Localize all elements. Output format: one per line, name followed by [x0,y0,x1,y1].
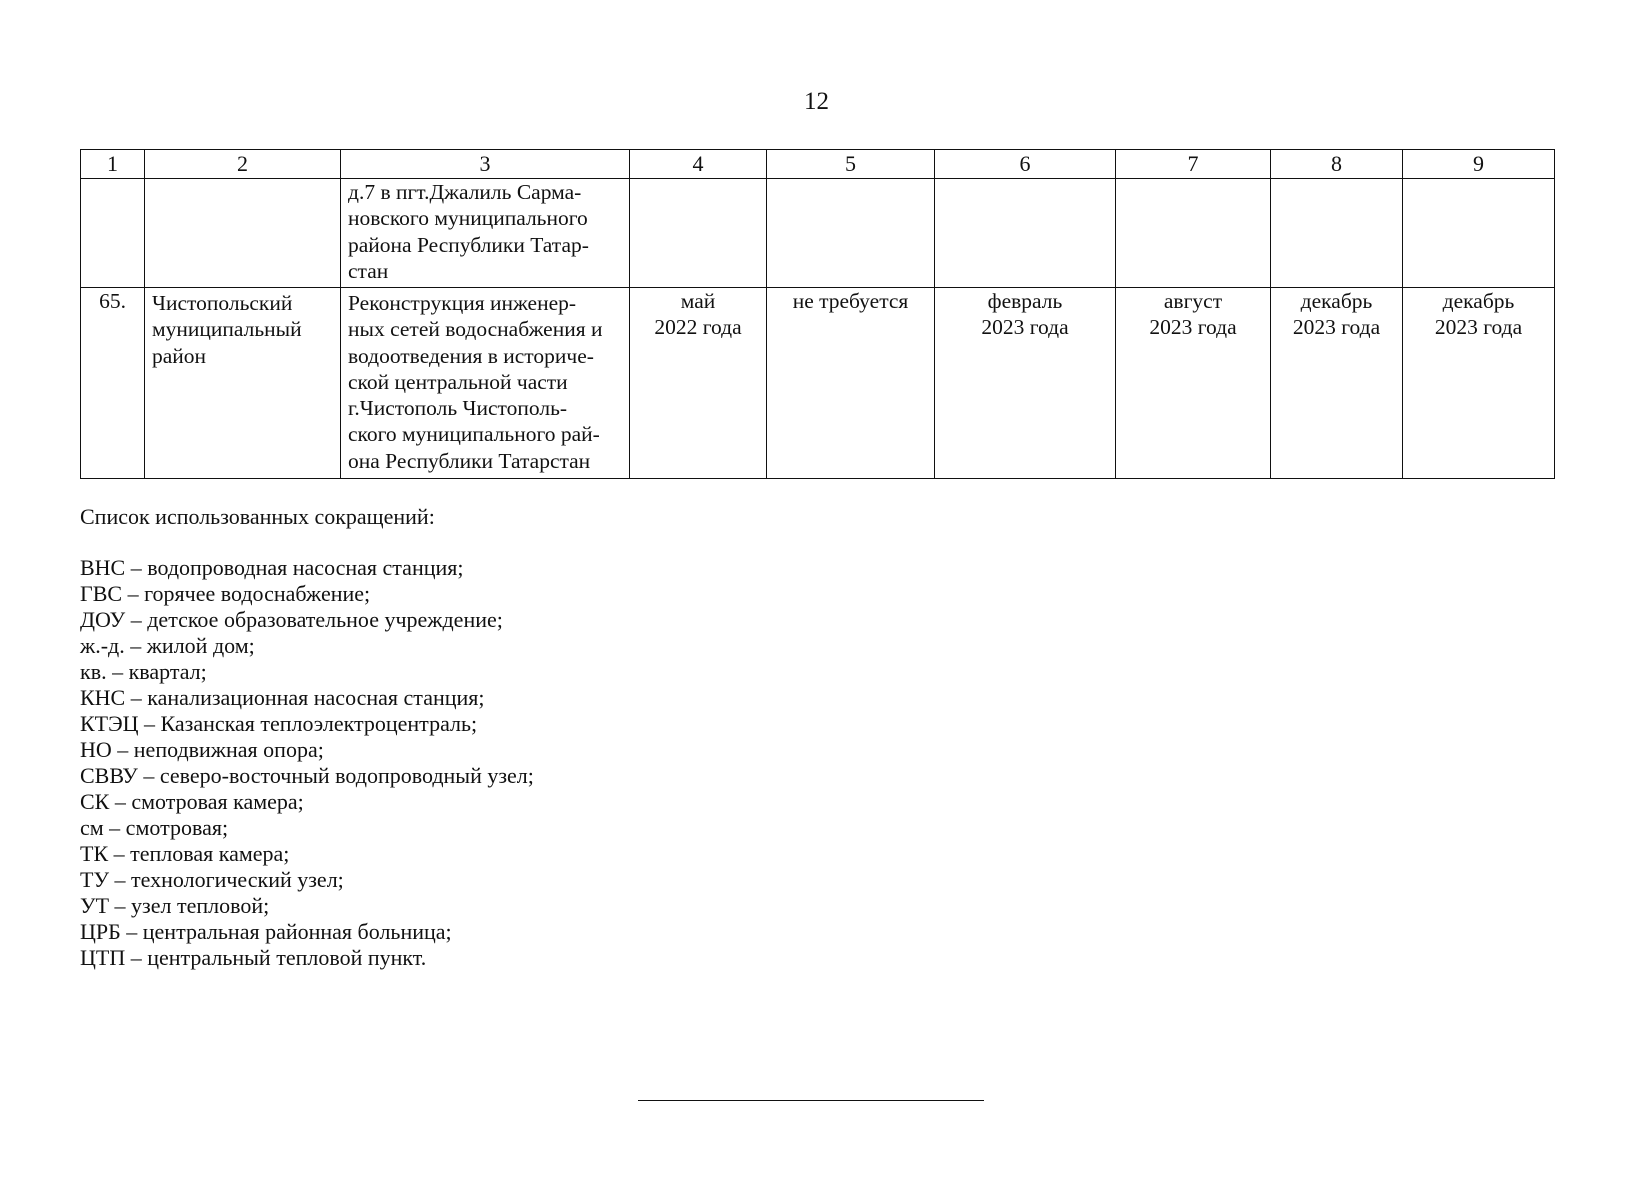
column-header: 3 [341,150,630,179]
column-header: 8 [1271,150,1403,179]
cell-text-line: она Республики Татарстан [348,448,591,473]
cell-text-line: водоотведения в историче- [348,343,594,368]
page-number: 12 [804,88,829,115]
cell-text-line: декабрь [1442,289,1515,313]
cell-text-line: август [1163,289,1223,313]
abbreviation-item: УТ – узел тепловой; [80,893,270,918]
cell-text-line: стан [348,258,389,283]
abbreviation-item: см – смотровая; [80,815,229,840]
cell-text-line: февраль [987,289,1063,313]
district-cell [145,288,341,479]
cell-text-line: района Республики Татар- [348,232,589,257]
date-cell [1116,288,1271,479]
schedule-table [80,149,1555,479]
footer-divider [638,1100,984,1101]
cell-text-line: декабрь [1300,289,1373,313]
cell-text-line: 2023 года [1292,315,1381,340]
abbreviation-item: КНС – канализационная насосная станция; [80,685,485,710]
cell-text-line: ных сетей водоснабжения и [348,317,603,342]
cell-text-line: 2023 года [981,315,1069,340]
table-header-row [81,150,1555,179]
abbreviation-item: ж.-д. – жилой дом; [80,633,255,658]
date-cell [1271,288,1403,479]
abbreviation-item: ЦТП – центральный тепловой пункт. [80,945,427,970]
table-cell [1403,179,1555,288]
abbreviation-item: ЦРБ – центральная районная больница; [80,919,452,944]
column-header: 5 [767,150,935,179]
abbreviations-list [80,555,534,971]
table-cell [81,179,145,288]
table-row-65 [81,288,1555,479]
table-row-continuation [81,179,1555,288]
cell-text-line: г.Чистополь Чистополь- [348,396,568,421]
cell-text-line: муниципальный [152,317,302,342]
status-cell [767,288,935,479]
cell-text-line: май [680,289,716,313]
table-cell [630,179,767,288]
cell-text-line: не требуется [792,289,909,313]
date-cell [630,288,767,479]
column-header: 2 [145,150,341,179]
cell-text-line: д.7 в пгт.Джалиль Сарма- [348,180,582,204]
object-description-cell [341,179,630,288]
column-header: 6 [935,150,1116,179]
abbreviation-item: НО – неподвижная опора; [80,737,324,762]
cell-text-line: новского муниципального [348,206,588,231]
abbreviation-item: ТК – тепловая камера; [80,841,290,866]
column-header: 1 [81,150,145,179]
column-header: 9 [1403,150,1555,179]
cell-text-line: ского муниципального рай- [348,422,600,447]
date-cell [1403,288,1555,479]
row-number-cell: 65. [81,288,145,479]
abbreviation-item: кв. – квартал; [80,659,207,684]
abbreviation-item: ВНС – водопроводная насосная станция; [80,555,464,580]
object-description-cell [341,288,630,479]
table-cell [935,179,1116,288]
column-header: 4 [630,150,767,179]
table-cell [145,179,341,288]
cell-text-line: Реконструкция инженер- [348,291,577,315]
cell-text-line: 2022 года [654,315,742,340]
abbreviation-item: ГВС – горячее водоснабжение; [80,581,371,606]
date-cell [935,288,1116,479]
abbreviation-item: ТУ – технологический узел; [80,867,344,892]
cell-text-line: ской центральной части [348,369,568,394]
cell-text-line: район [152,343,207,368]
abbreviation-item: СК – смотровая камера; [80,789,304,814]
cell-text-line: 2023 года [1149,315,1237,340]
abbreviation-item: КТЭЦ – Казанская теплоэлектроцентраль; [80,711,478,736]
column-header: 7 [1116,150,1271,179]
cell-text-line: Чистопольский [152,291,293,315]
abbreviations-title: Список использованных сокращений: [80,504,435,529]
table-cell [1271,179,1403,288]
abbreviation-item: СВВУ – северо-восточный водопроводный узел; [80,763,534,788]
table-cell [1116,179,1271,288]
cell-text-line: 2023 года [1434,315,1523,340]
table-cell [767,179,935,288]
abbreviation-item: ДОУ – детское образовательное учреждение; [80,607,503,632]
